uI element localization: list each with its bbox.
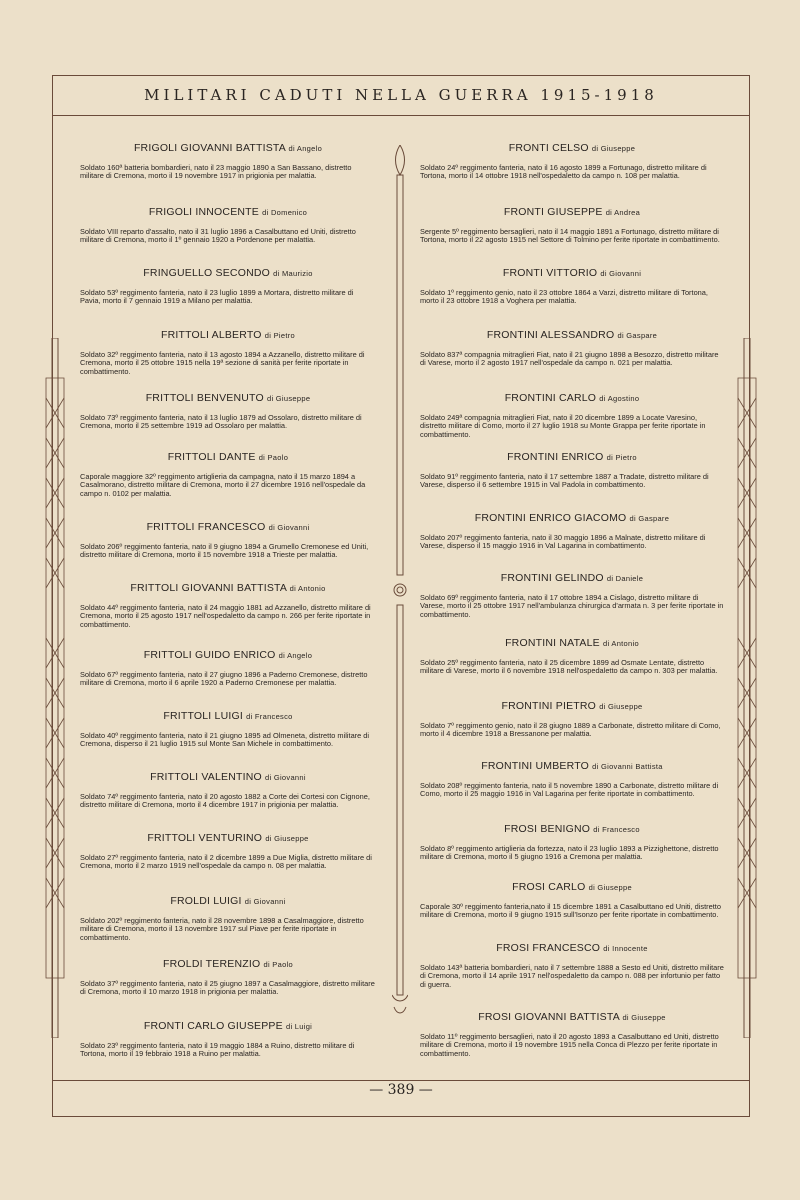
entry-text: Soldato 160ª batteria bombardieri, nato il 23 maggio 1890 a San Bassano, distretto militare di Cremona, morto il 19 novembre 1917 in prigionia per malattia. [80,163,352,181]
entry-text: Soldato 837ª compagnia mitraglieri Fiat, nato il 21 giugno 1898 a Besozzo, distretto militare di Varese, morto il 2 agosto 1917 nell'ospedale da campo n. 021 per malattia. [420,350,719,368]
entry-name: FRIGOLI GIOVANNI BATTISTA di Angelo [133,142,323,154]
list-item [420,760,724,799]
center-staff-ornament [392,145,408,1025]
entry-name: FRITTOLI VALENTINO di Giovanni [150,771,306,783]
list-item [80,392,376,431]
list-item [420,572,724,619]
entry-name: FRONTINI PIETRO di Giuseppe [501,700,643,712]
entry-name: FRONTI CELSO di Giuseppe [508,142,636,154]
list-item [80,582,376,629]
page-number: — 389 — [369,1082,433,1098]
list-item [80,142,376,181]
entry-name: FRINGUELLO SECONDO di Maurizio [143,267,313,279]
entry-text: Soldato 7º reggimento genio, nato il 28 giugno 1889 a Carbonate, distretto militare di Como, morto il 4 dicembre 1918 a Bressanone per malattia. [420,721,721,739]
list-item [420,881,724,920]
list-item [80,521,376,560]
entry-name: FRITTOLI BENVENUTO di Giuseppe [145,392,311,404]
list-item [420,700,724,739]
entry-name: FROLDI LUIGI di Giovanni [170,895,286,907]
entry-name: FRONTINI CARLO di Agostino [504,392,640,404]
entry-text: Soldato 249ª compagnia mitraglieri Fiat, nato il 20 dicembre 1899 a Locate Varesino, distretto militare di Como, morto il 27 luglio 1918 su Monte Grappa per ferite riportate in combattimento. [420,413,706,439]
entry-name: FROSI GIOVANNI BATTISTA di Giuseppe [478,1011,666,1023]
list-item [420,142,724,181]
entry-text: Soldato 208º reggimento fanteria, nato il 5 novembre 1890 a Carbonate, distretto militare di Como, morto il 25 maggio 1916 in Val Lagarina per ferite riportate in combattimento. [420,781,719,799]
page-title: MILITARI CADUTI NELLA GUERRA 1915-1918 [144,86,658,104]
title-rule [52,115,750,116]
entry-name: FRONTINI UMBERTO di Giovanni Battista [481,760,663,772]
list-item [80,710,376,749]
entry-text: Soldato 27º reggimento fanteria, nato il 2 dicembre 1899 a Due Miglia, distretto militare di Cremona, morto il 2 marzo 1919 nell'ospedale da campo n. 08 per malattia. [80,853,372,871]
entry-text: Soldato 44º reggimento fanteria, nato il 24 maggio 1881 ad Azzanello, distretto militare di Cremona, morto il 25 agosto 1917 nell'ospedaletto da campo n. 266 per ferite riportate in combattimento. [80,603,371,629]
entry-text: Soldato 24º reggimento fanteria, nato il 16 agosto 1899 a Fortunago, distretto militare di Tortona, morto il 14 ottobre 1918 nell'ospedaletto da campo n. 108 per malattia. [420,163,707,181]
entry-name: FRONTINI NATALE di Antonio [505,637,639,649]
entry-name: FRONTINI GELINDO di Daniele [500,572,644,584]
entry-text: Soldato 202º reggimento fanteria, nato il 28 novembre 1898 a Casalmaggiore, distretto militare di Cremona, morto il 13 novembre 1917 sul Piave per ferite riportate in combattimento. [80,916,364,942]
list-item [80,329,376,376]
entry-text: Sergente 5º reggimento bersaglieri, nato il 14 maggio 1891 a Fortunago, distretto militare di Tortona, morto il 22 agosto 1915 nel Settore di Tolmino per ferite riportate in combattimento. [420,227,720,245]
list-item [80,267,376,306]
entry-name: FROSI FRANCESCO di Innocente [496,942,648,954]
list-item [80,206,376,245]
entry-name: FROLDI TERENZIO di Paolo [163,958,293,970]
entry-text: Soldato 67º reggimento fanteria, nato il 27 giugno 1896 a Paderno Cremonese, distretto militare di Cremona, morto il 6 aprile 1920 a Paderno Cremonese per malattia. [80,670,368,688]
entry-text: Soldato 40º reggimento fanteria, nato il 21 giugno 1895 ad Olmeneta, distretto militare di Cremona, disperso il 21 luglio 1915 sul Monte San Michele in combattimento. [80,731,370,749]
entry-name: FRIGOLI INNOCENTE di Domenico [148,206,308,218]
entry-name: FRONTI VITTORIO di Giovanni [502,267,642,279]
entry-name: FRITTOLI FRANCESCO di Giovanni [146,521,310,533]
list-item [420,942,724,989]
left-flagpole-ornament [44,338,66,1038]
entry-name: FRITTOLI ALBERTO di Pietro [161,329,295,341]
entry-text: Soldato 1º reggimento genio, nato il 23 ottobre 1864 a Varzi, distretto militare di Tortona, morto il 23 ottobre 1918 a Voghera per malattia. [420,288,708,306]
list-item [80,451,376,498]
list-item [80,895,376,942]
entry-name: FRITTOLI GUIDO ENRICO di Angelo [143,649,313,661]
list-item [420,392,724,439]
list-item [80,649,376,688]
list-item [420,512,724,551]
list-item [420,329,724,368]
list-item [420,451,724,490]
entry-text: Soldato 11º reggimento bersaglieri, nato il 20 agosto 1893 a Casalbuttano ed Uniti, distretto militare di Cremona, morto il 19 novembre 1915 nella Conca di Plezzo per ferite riportate in combattimento. [420,1032,719,1058]
list-item [80,1020,376,1059]
entry-text: Soldato 74º reggimento fanteria, nato il 20 agosto 1882 a Corte dei Cortesi con Cignone, distretto militare di Cremona, morto il 4 dicembre 1917 in prigionia per malattia. [80,792,370,810]
bottom-rule [52,1080,750,1081]
entry-name: FRITTOLI LUIGI di Francesco [163,710,293,722]
entry-name: FRONTINI ENRICO di Pietro [507,451,637,463]
entry-text: Soldato 73º reggimento fanteria, nato il 13 luglio 1879 ad Ossolaro, distretto militare di Cremona, morto il 25 settembre 1919 ad Ossolaro per malattia. [80,413,362,431]
entry-name: FRONTI GIUSEPPE di Andrea [503,206,641,218]
list-item [420,1011,724,1058]
entry-name: FRONTINI ALESSANDRO di Gaspare [486,329,658,341]
entry-text: Soldato 23º reggimento fanteria, nato il 19 maggio 1884 a Ruino, distretto militare di Tortona, morto il 19 febbraio 1918 a Ruino per malattia. [80,1041,355,1059]
list-item [80,771,376,810]
right-flagpole-ornament [736,338,758,1038]
entry-text: Soldato 25º reggimento fanteria, nato il 25 dicembre 1899 ad Osmate Lentate, distretto militare di Varese, morto il 6 novembre 1918 nell'ospedaletto da campo n. 303 per malattia. [420,658,718,676]
list-item [80,832,376,871]
list-item [420,637,724,676]
entry-name: FROSI BENIGNO di Francesco [504,823,640,835]
entry-text: Soldato 143ª batteria bombardieri, nato il 7 settembre 1888 a Sesto ed Uniti, distretto militare di Cremona, morto il 14 aprile 1917 nell'ospedaletto da campo n. 088 per infortunio per fatto di guerra. [420,963,724,989]
entry-name: FRONTI CARLO GIUSEPPE di Luigi [143,1020,313,1032]
entry-text: Soldato 69º reggimento fanteria, nato il 17 ottobre 1894 a Cislago, distretto militare di Varese, morto il 25 ottobre 1917 nell'ambulanza chirurgica d'armata n. 3 per ferite riportate in combattimento. [420,593,724,619]
entry-name: FROSI CARLO di Giuseppe [512,881,632,893]
entry-name: FRONTINI ENRICO GIACOMO di Gaspare [474,512,670,524]
entry-text: Soldato 207º reggimento fanteria, nato il 30 maggio 1896 a Malnate, distretto militare di Varese, disperso il 15 maggio 1916 in Val Lagarina in combattimento. [420,533,706,551]
entry-text: Soldato 37º reggimento fanteria, nato il 25 giugno 1897 a Casalmaggiore, distretto militare di Cremona, morto il 10 marzo 1918 in prigionia per malattia. [80,979,375,997]
entry-name: FRITTOLI VENTURINO di Giuseppe [147,832,309,844]
entry-text: Soldato 32º reggimento fanteria, nato il 13 agosto 1894 a Azzanello, distretto militare di Cremona, morto il 25 ottobre 1915 nella 19ª sezione di sanità per ferite riportate in combattimento. [80,350,365,376]
entry-text: Soldato 8º reggimento artiglieria da fortezza, nato il 23 luglio 1893 a Pizzighettone, distretto militare di Cremona, morto il 5 giugno 1916 a Cremona per malattia. [420,844,719,862]
entry-text: Caporale maggiore 32º reggimento artiglieria da campagna, nato il 15 marzo 1894 a Casalmorano, distretto militare di Cremona, morto il 27 dicembre 1916 nell'ospedale da campo n. 0102 per malattia. [80,472,366,498]
entry-text: Soldato 91º reggimento fanteria, nato il 17 settembre 1887 a Tradate, distretto militare di Varese, disperso il 6 settembre 1915 in Val Padola in combattimento. [420,472,709,490]
entry-name: FRITTOLI DANTE di Paolo [167,451,289,463]
list-item [420,823,724,862]
entry-text: Soldato VIII reparto d'assalto, nato il 31 luglio 1896 a Casalbuttano ed Uniti, distretto militare di Cremona, morto il 1º gennaio 1920 a Pordenone per malattia. [80,227,356,245]
entry-text: Soldato 206º reggimento fanteria, nato il 9 giugno 1894 a Grumello Cremonese ed Uniti, distretto militare di Cremona, morto il 15 novembre 1918 a Trieste per malattia. [80,542,369,560]
entry-name: FRITTOLI GIOVANNI BATTISTA di Antonio [130,582,326,594]
entry-text: Soldato 53º reggimento fanteria, nato il 23 luglio 1899 a Mortara, distretto militare di Pavia, morto il 7 gennaio 1919 a Milano per malattia. [80,288,354,306]
list-item [420,206,724,245]
list-item [420,267,724,306]
entry-text: Caporale 30º reggimento fanteria,nato il 15 dicembre 1891 a Casalbuttano ed Uniti, distretto militare di Cremona, morto il 9 giugno 1915 sull'Isonzo per ferite riportate in combattimento. [420,902,721,920]
list-item [80,958,376,997]
